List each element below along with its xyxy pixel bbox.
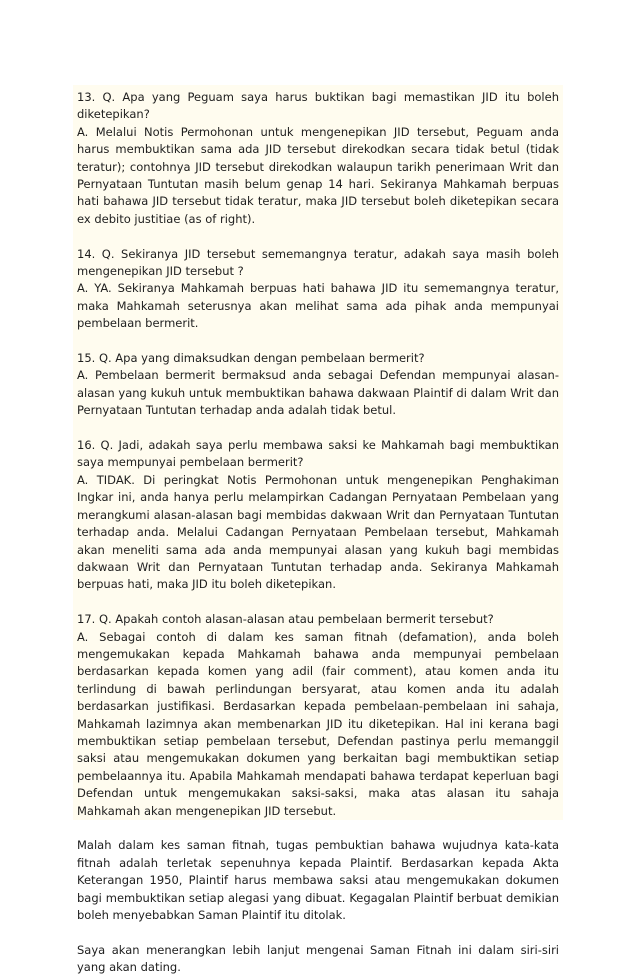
- question-14: 14. Q. Sekiranya JID tersebut sememangnya teratur, adakah saya masih boleh mengenepikan JID tersebut ?: [77, 246, 559, 279]
- question-16: 16. Q. Jadi, adakah saya perlu membawa saksi ke Mahkamah bagi membuktikan saya mempunyai pembelaan bermerit?: [77, 438, 559, 470]
- paragraph-q14: [77, 246, 559, 333]
- paragraph-q15: [77, 350, 559, 420]
- answer-13: A. Melalui Notis Permohonan untuk mengenepikan JID tersebut, Peguam anda harus membuktikan sama ada JID tersebut direkodkan secara tidak betul (tidak teratur); contohnya JID tersebut direkodkan walaupun tarikh penerimaan Writ dan Pernyataan Tuntutan masih belum genap 14 hari. Sekiranya Mahkamah berpuas hati bahawa JID tersebut tidak teratur, maka JID tersebut boleh diketepikan secara ex debito justitiae (as of right).: [77, 124, 559, 226]
- body-text-malah: Malah dalam kes saman fitnah, tugas pembuktian bahawa wujudnya kata-kata fitnah adalah terletak sepenuhnya kepada Plaintif. Berdasarkan kepada Akta Keterangan 1950, Plaintif harus membawa saksi atau mengemukakan dokumen bagi membuktikan setiap alegasi yang dibuat. Kegagalan Plaintif berbuat demikian boleh menyebabkan Saman Plaintif itu ditolak.: [77, 838, 559, 923]
- answer-16: A. TIDAK. Di peringkat Notis Permohonan untuk mengenepikan Penghakiman Ingkar ini, anda hanya perlu melampirkan Cadangan Pernyataan Pembelaan yang merangkumi alasan-alasan bagi membidas dakwaan Writ dan Pernyataan Tuntutan terhadap anda. Melalui Cadangan Pernyataan Pembelaan tersebut, Mahkamah akan meneliti sama ada anda mempunyai alasan yang kukuh bagi membidas dakwaan Writ dan Pernyataan Tuntutan terhadap anda. Sekiranya Mahkamah berpuas hati, maka JID itu boleh diketepikan.: [77, 472, 559, 592]
- paragraph-q17: [77, 611, 559, 820]
- question-13: 13. Q. Apa yang Peguam saya harus buktikan bagi memastikan JID itu boleh diketepikan?: [77, 90, 559, 122]
- document-page: [73, 85, 563, 975]
- answer-15: A. Pembelaan bermerit bermaksud anda sebagai Defendan mempunyai alasan-alasan yang kukuh untuk membuktikan bahawa dakwaan Plaintif di dalam Writ dan Pernyataan Tuntutan terhadap anda adalah tidak betul.: [77, 368, 559, 418]
- answer-17: A. Sebagai contoh di dalam kes saman fitnah (defamation), anda boleh mengemukakan kepada Mahkamah bahawa anda mempunyai pembelaan berdasarkan kepada komen yang adil (fair comment), atau komen anda itu terlindung di bawah perlindungan bersyarat, atau komen anda itu adalah berdasarkan justifikasi. Berdasarkan kepada pembelaan-pembelaan ini sahaja, Mahkamah lazimnya akan membenarkan JID itu diketepikan. Hal ini kerana bagi membuktikan setiap pembelaan tersebut, Defendan pastinya perlu memanggil saksi atau mengemukakan dokumen yang berkaitan bagi membuktikan setiap pembelaannya itu. Apabila Mahkamah mendapati bahawa terdapat keperluan bagi Defendan untuk mengemukakan saksi-saksi, maka atas alasan itu sahaja Mahkamah akan mengenepikan JID tersebut.: [77, 629, 559, 818]
- paragraph-closing: [77, 942, 559, 977]
- paragraph-q13: [77, 89, 559, 228]
- question-17: 17. Q. Apakah contoh alasan-alasan atau pembelaan bermerit tersebut?: [77, 612, 494, 627]
- answer-14: A. YA. Sekiranya Mahkamah berpuas hati bahawa JID itu sememangnya teratur, maka Mahkamah seterusnya akan melihat sama ada pihak anda mempunyai pembelaan bermerit.: [77, 281, 559, 331]
- question-15: 15. Q. Apa yang dimaksudkan dengan pembelaan bermerit?: [77, 351, 425, 366]
- paragraph-malah: [77, 837, 559, 924]
- body-text-closing: Saya akan menerangkan lebih lanjut mengenai Saman Fitnah ini dalam siri-siri yang akan dating.: [77, 942, 559, 975]
- paragraph-q16: [77, 437, 559, 594]
